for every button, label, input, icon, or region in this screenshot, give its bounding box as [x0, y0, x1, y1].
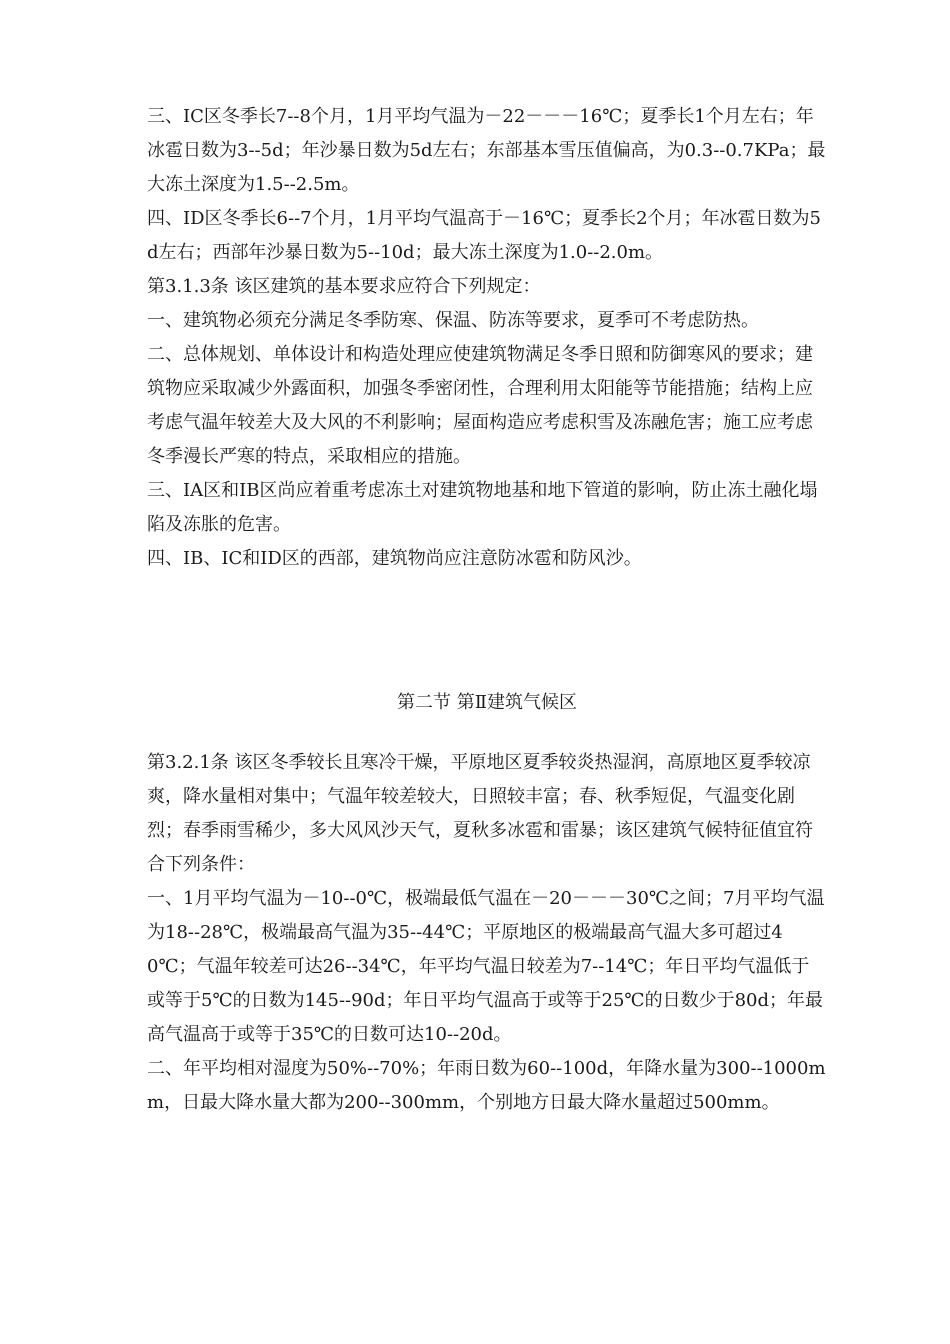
paragraph-article-3-1-3: 第3.1.3条 该区建筑的基本要求应符合下列规定： — [147, 276, 541, 297]
paragraph-requirement-1: 一、建筑物必须充分满足冬季防寒、保温、防冻等要求，夏季可不考虑防热。 — [147, 310, 759, 331]
paragraph-requirement-3: 三、IA区和IB区尚应着重考虑冻土对建筑物地基和地下管道的影响，防止冻土融化塌陷及冻胀的危害。 — [147, 480, 818, 535]
paragraph-ic-zone: 三、IC区冬季长7--8个月，1月平均气温为－22－－－16℃；夏季长1个月左右；年冰雹日数为3--5d；年沙暴日数为5d左右；东部基本雪压值偏高，为0.3--0.7KPa；最大冻土深度为1.5--2.5m。 — [147, 106, 826, 195]
text-block-top — [147, 100, 827, 576]
paragraph-id-zone: 四、ID区冬季长6--7个月，1月平均气温高于－16℃；夏季长2个月；年冰雹日数为5d左右；西部年沙暴日数为5--10d；最大冻土深度为1.0--2.0m。 — [147, 208, 822, 263]
text-block-bottom — [147, 746, 827, 1120]
section-title: 第二节 第Ⅱ建筑气候区 — [397, 692, 577, 713]
paragraph-temperature: 一、1月平均气温为－10--0℃，极端最低气温在－20－－－30℃之间；7月平均气温为18--28℃，极端最高气温为35--44℃；平原地区的极端最高气温大多可超过40℃；气温年较差可达26--34℃，年平均气温日较差为7--14℃；年日平均气温低于或等于5℃的日数为145--90d；年日平均气温高于或等于25℃的日数少于80d；年最高气温高于或等于35℃的日数可达10--20d。 — [147, 888, 825, 1045]
paragraph-humidity-precipitation: 二、年平均相对湿度为50%--70%；年雨日数为60--100d，年降水量为300--1000mm，日最大降水量大都为200--300mm，个别地方日最大降水量超过500mm。 — [147, 1058, 826, 1113]
paragraph-article-3-2-1: 第3.2.1条 该区冬季较长且寒冷干燥，平原地区夏季较炎热湿润，高原地区夏季较凉爽，降水量相对集中；气温年较差较大，日照较丰富；春、秋季短促，气温变化剧烈；春季雨雪稀少，多大风风沙天气，夏秋多冰雹和雷暴；该区建筑气候特征值宜符合下列条件： — [147, 752, 813, 875]
paragraph-requirement-4: 四、IB、IC和ID区的西部，建筑物尚应注意防冰雹和防风沙。 — [147, 548, 642, 569]
paragraph-requirement-2: 二、总体规划、单体设计和构造处理应使建筑物满足冬季日照和防御寒风的要求；建筑物应采取减少外露面积，加强冬季密闭性，合理利用太阳能等节能措施；结构上应考虑气温年较差大及大风的不利影响；屋面构造应考虑积雪及冻融危害；施工应考虑冬季漫长严寒的特点，采取相应的措施。 — [147, 344, 813, 467]
